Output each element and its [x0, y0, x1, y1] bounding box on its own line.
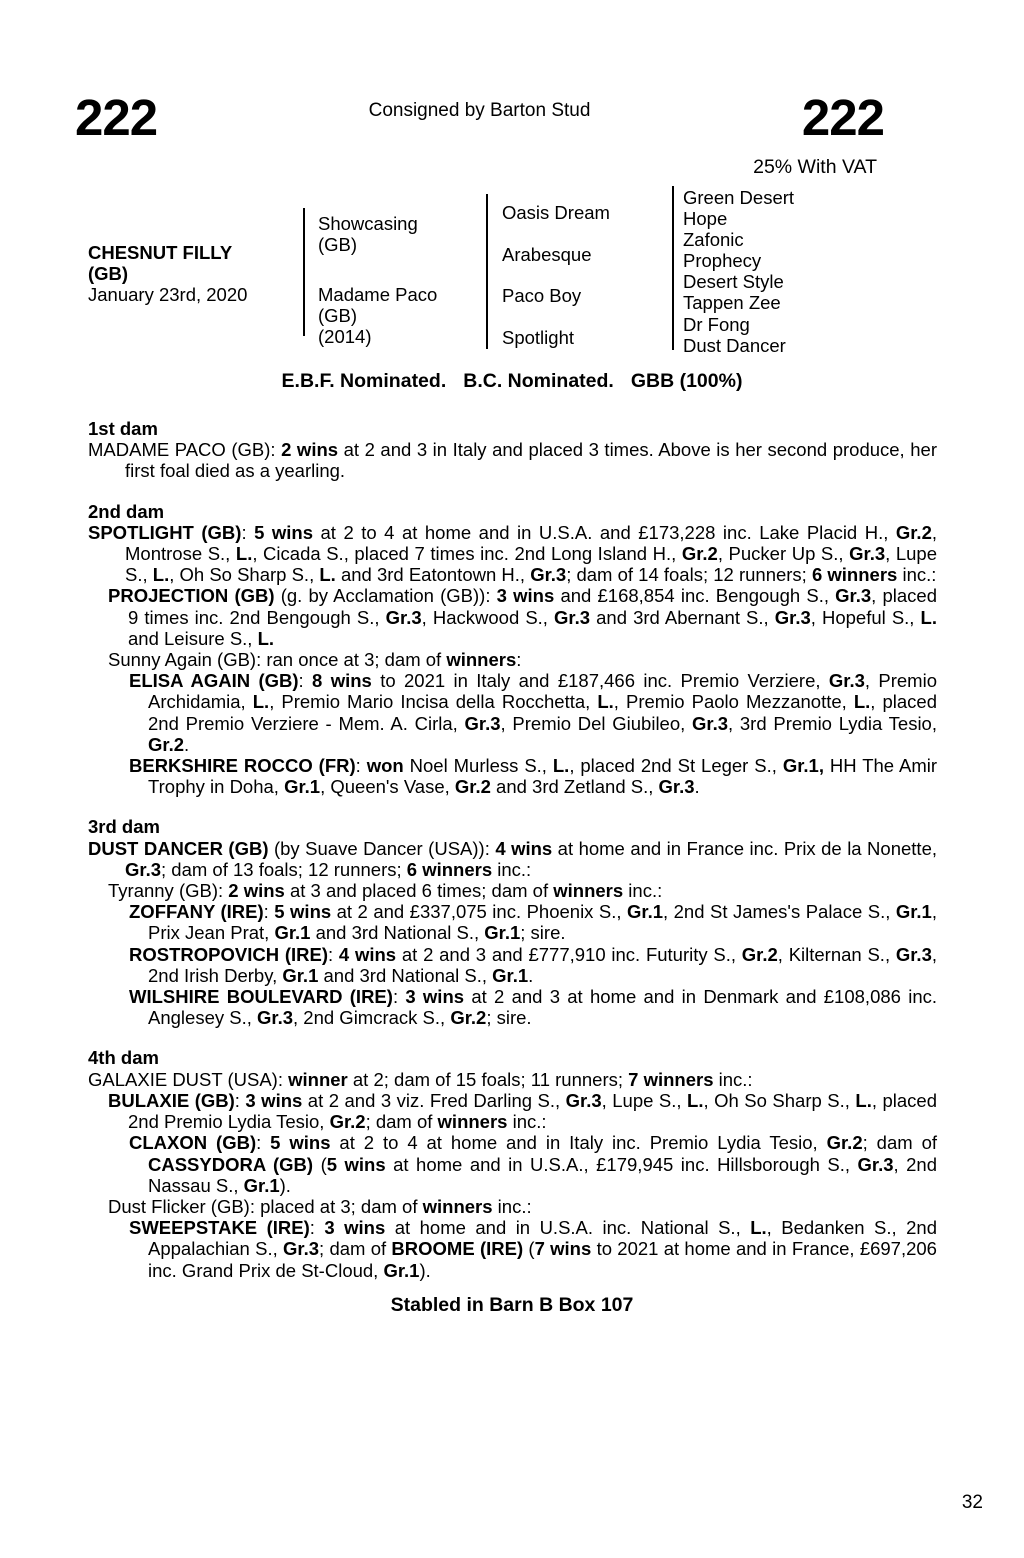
vat-note: 25% With VAT [753, 156, 877, 178]
entry-madame-paco: MADAME PACO (GB): 2 wins at 2 and 3 in Italy and placed 3 times. Above is her second produce, her first foal died as a yearling. [88, 439, 937, 482]
entry-spotlight: SPOTLIGHT (GB): 5 wins at 2 to 4 at home and in U.S.A. and £173,228 inc. Lake Placid H., Gr.2, Montrose S., L., Cicada S., placed 7 times inc. 2nd Long Island H., Gr.2, Pucker Up S., Gr.3, Lupe S., L., Oh So Sharp S., L. and 3rd Eatontown H., Gr.3; dam of 14 foals; 12 runners; 6 winners inc.: [88, 521, 938, 586]
nominations-line [0, 371, 1024, 392]
pedigree-table [88, 184, 937, 360]
catalogue-body [88, 418, 937, 1281]
entry-projection: PROJECTION (GB) (g. by Acclamation (GB)): 3 wins and £168,854 inc. Bengough S., Gr.3, placed 9 times inc. 2nd Bengough S., Gr.3, Hackwood S., Gr.3 and 3rd Abernant S., Gr.3, Hopeful S., L. and Leisure S., L. [108, 585, 937, 649]
lot-number-left: 222 [75, 89, 158, 146]
entry-dust-dancer: DUST DANCER (GB) (by Suave Dancer (USA)): 4 wins at home and in France inc. Prix de la Nonette, Gr.3; dam of 13 foals; 12 runners; 6 winners inc.: [88, 837, 937, 880]
entry-sweepstake: SWEEPSTAKE (IRE): 3 wins at home and in U.S.A. inc. National S., L., Bedanken S., 2nd Appalachian S., Gr.3; dam of BROOME (IRE) (7 wins to 2021 at home and in France, £697,206 inc. Grand Prix de St-Cloud, Gr.1). [129, 1217, 937, 1281]
subject-foaled-date: January 23rd, 2020 [88, 284, 248, 306]
entry-rostropovich: ROSTROPOVICH (IRE): 4 wins at 2 and 3 and £777,910 inc. Futurity S., Gr.2, Kilternan S., Gr.3, 2nd Irish Derby, Gr.1 and 3rd National S., Gr.1. [129, 943, 937, 986]
section-heading-1st-dam: 1st dam [88, 418, 158, 439]
entry-zoffany: ZOFFANY (IRE): 5 wins at 2 and £337,075 inc. Phoenix S., Gr.1, 2nd St James's Palace S., Gr.1, Prix Jean Prat, Gr.1 and 3rd National S., Gr.1; sire. [129, 901, 937, 944]
pedigree-divider-1 [303, 208, 305, 336]
consignor-line: Consigned by Barton Stud [368, 100, 591, 121]
pedigree-divider-3 [672, 186, 674, 350]
lot-number-right: 222 [801, 89, 884, 146]
page-number: 32 [961, 1492, 983, 1513]
pedigree-great-grandparents: Green Desert Hope Zafonic Prophecy Desert Style Tappen Zee Dr Fong Dust Dancer [683, 187, 795, 356]
ebf-nominated: E.B.F. Nominated. [281, 370, 447, 392]
section-heading-3rd-dam: 3rd dam [88, 816, 160, 838]
pedigree-divider-2 [486, 194, 488, 349]
entry-sunny-again: Sunny Again (GB): ran once at 3; dam of winners: [108, 649, 522, 671]
gbb-note: GBB (100%) [630, 370, 743, 392]
section-heading-4th-dam: 4th dam [88, 1047, 159, 1069]
subject-name: CHESNUT FILLY (GB) [88, 242, 233, 285]
pedigree-subject [88, 242, 300, 305]
entry-claxon: CLAXON (GB): 5 wins at 2 to 4 at home and in Italy inc. Premio Lydia Tesio, Gr.2; dam of CASSYDORA (GB) (5 wins at home and in U.S.A., £179,945 inc. Hillsborough S., Gr.3, 2nd Nassau S., Gr.1). [129, 1132, 938, 1196]
entry-galaxie-dust: GALAXIE DUST (USA): winner at 2; dam of 15 foals; 11 runners; 7 winners inc.: [88, 1068, 753, 1090]
stabling-note: Stabled in Barn B Box 107 [390, 1293, 634, 1316]
entry-dust-flicker: Dust Flicker (GB): placed at 3; dam of winners inc.: [108, 1195, 532, 1217]
section-heading-2nd-dam: 2nd dam [88, 500, 165, 522]
bc-nominated: B.C. Nominated. [463, 370, 614, 392]
pedigree-grandparents: Oasis Dream Arabesque Paco Boy Spotlight [502, 202, 610, 349]
sire-name: Showcasing (GB) [318, 213, 418, 256]
entry-elisa-again: ELISA AGAIN (GB): 8 wins to 2021 in Italy and £187,466 inc. Premio Verziere, Gr.3, Premio Archidamia, L., Premio Mario Incisa della Rocchetta, L., Premio Paolo Mezzanotte, L., placed 2nd Premio Verziere - Mem. A. Cirla, Gr.3, Premio Del Giubileo, Gr.3, 3rd Premio Lydia Tesio, Gr.2. [129, 670, 938, 755]
entry-wilshire-boulevard: WILSHIRE BOULEVARD (IRE): 3 wins at 2 and 3 at home and in Denmark and £108,086 inc. Anglesey S., Gr.3, 2nd Gimcrack S., Gr.2; sire. [129, 986, 937, 1029]
entry-berkshire-rocco: BERKSHIRE ROCCO (FR): won Noel Murless S., L., placed 2nd St Leger S., Gr.1, HH The Amir Trophy in Doha, Gr.1, Queen's Vase, Gr.2 and 3rd Zetland S., Gr.3. [129, 755, 938, 798]
entry-bulaxie: BULAXIE (GB): 3 wins at 2 and 3 viz. Fred Darling S., Gr.3, Lupe S., L., Oh So Sharp S., L., placed 2nd Premio Lydia Tesio, Gr.2; dam of winners inc.: [108, 1089, 937, 1133]
dam-name: Madame Paco (GB) (2014) [318, 284, 438, 348]
entry-tyranny: Tyranny (GB): 2 wins at 3 and placed 6 times; dam of winners inc.: [108, 880, 663, 902]
page-header [0, 0, 1024, 146]
